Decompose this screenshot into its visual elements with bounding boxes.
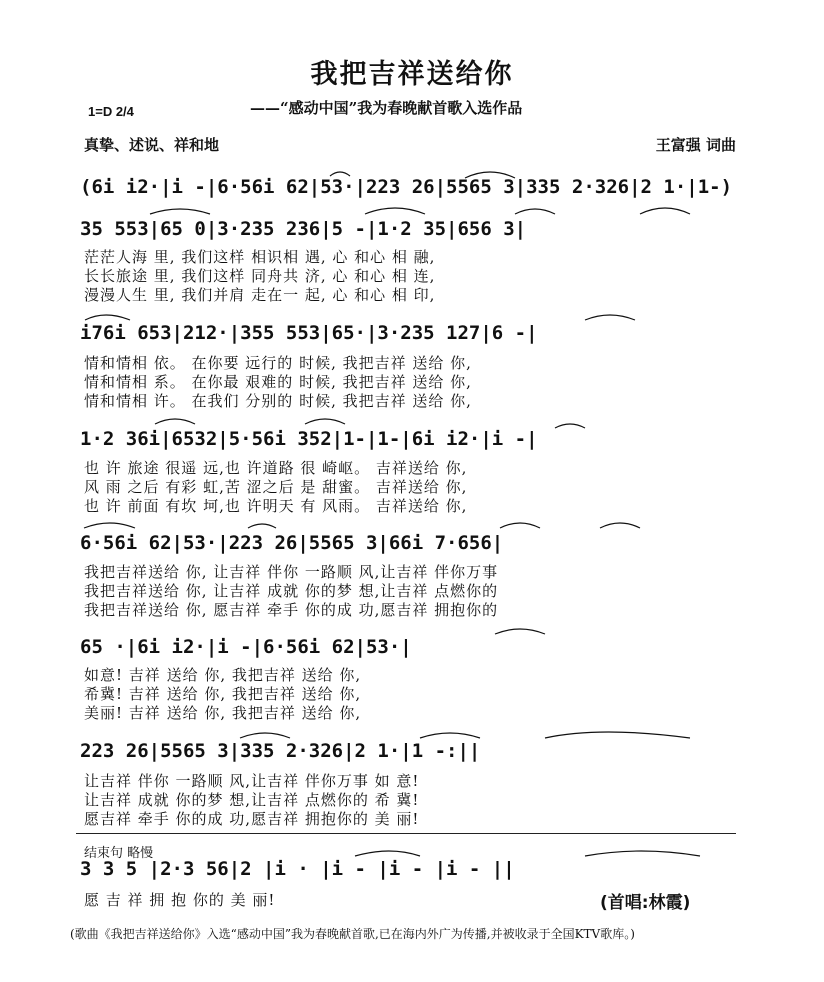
lyric-line: 如意! 吉祥 送给 你, 我把吉祥 送给 你, — [84, 666, 362, 684]
lyric-line: 情和情相 依。 在你要 远行的 时候, 我把吉祥 送给 你, — [84, 354, 472, 372]
notation-line: 65 ·|6i i2·|i -|6·56i 62|53·| — [80, 636, 412, 658]
lyric-line: 让吉祥 伴你 一路顺 风,让吉祥 伴你万事 如 意! — [84, 772, 420, 790]
lyric-line: 漫漫人生 里, 我们并肩 走在一 起, 心 和心 相 印, — [84, 286, 436, 304]
key-signature: 1=D 2/4 — [88, 104, 134, 119]
lyric-line: 美丽! 吉祥 送给 你, 我把吉祥 送给 你, — [84, 704, 362, 722]
lyric-line: 也 许 前面 有坎 坷,也 许明天 有 风雨。 吉祥送给 你, — [84, 497, 468, 515]
song-title: 我把吉祥送给你 — [310, 59, 514, 90]
notation-line: 223 26|5565 3|335 2·326|2 1·|1 -:|| — [80, 740, 481, 762]
expression-marking: 真挚、述说、祥和地 — [84, 136, 220, 154]
lyric-line: 风 雨 之后 有彩 虹,苦 涩之后 是 甜蜜。 吉祥送给 你, — [84, 478, 468, 496]
lyric-line: 长长旅途 里, 我们这样 同舟共 济, 心 和心 相 连, — [84, 267, 436, 285]
lyric-line: 让吉祥 成就 你的梦 想,让吉祥 点燃你的 希 冀! — [84, 791, 420, 809]
lyric-line: 茫茫人海 里, 我们这样 相识相 遇, 心 和心 相 融, — [84, 248, 436, 266]
song-subtitle: ——“感动中国”我为春晚献首歌入选作品 — [250, 99, 523, 117]
ending-lyric-line: 愿 吉 祥 拥 抱 你的 美 丽! — [84, 891, 276, 909]
notation-line: i76i 653|212·|355 553|65·|3·235 127|6 -| — [80, 322, 538, 344]
singer-credit: (首唱:林霞) — [600, 893, 691, 913]
notation-line: 1·2 36i|6532|5·56i 352|1-|1-|6i i2·|i -| — [80, 428, 538, 450]
lyric-line: 希冀! 吉祥 送给 你, 我把吉祥 送给 你, — [84, 685, 362, 703]
notation-line: 35 553|65 0|3·235 236|5 -|1·2 35|656 3| — [80, 218, 527, 240]
lyric-line: 愿吉祥 牵手 你的成 功,愿吉祥 拥抱你的 美 丽! — [84, 810, 420, 828]
footnote: (歌曲《我把吉祥送给你》入选“感动中国”我为春晚献首歌,已在海内外广为传播,并被收录于全国KTV歌库。) — [70, 927, 635, 941]
ending-notation-line: 3 3 5 |2·3 56|2 |i · |i - |i - |i - || — [80, 858, 515, 880]
lyric-line: 情和情相 许。 在我们 分别的 时候, 我把吉祥 送给 你, — [84, 392, 472, 410]
lyric-line: 也 许 旅途 很遥 远,也 许道路 很 崎岖。 吉祥送给 你, — [84, 459, 468, 477]
notation-line: 6·56i 62|53·|223 26|5565 3|66i 7·656| — [80, 532, 504, 554]
lyric-line: 情和情相 系。 在你最 艰难的 时候, 我把吉祥 送给 你, — [84, 373, 472, 391]
lyric-line: 我把吉祥送给 你, 愿吉祥 牵手 你的成 功,愿吉祥 拥抱你的 — [84, 601, 499, 619]
author-credit: 王富强 词曲 — [655, 136, 736, 154]
notation-line: (6i i2·|i -|6·56i 62|53·|223 26|5565 3|335 2·326|2 1·|1-) — [80, 176, 733, 198]
lyric-line: 我把吉祥送给 你, 让吉祥 伴你 一路顺 风,让吉祥 伴你万事 — [84, 563, 499, 581]
ending-label: 结束句 略慢 — [84, 846, 154, 861]
lyric-line: 我把吉祥送给 你, 让吉祥 成就 你的梦 想,让吉祥 点燃你的 — [84, 582, 499, 600]
